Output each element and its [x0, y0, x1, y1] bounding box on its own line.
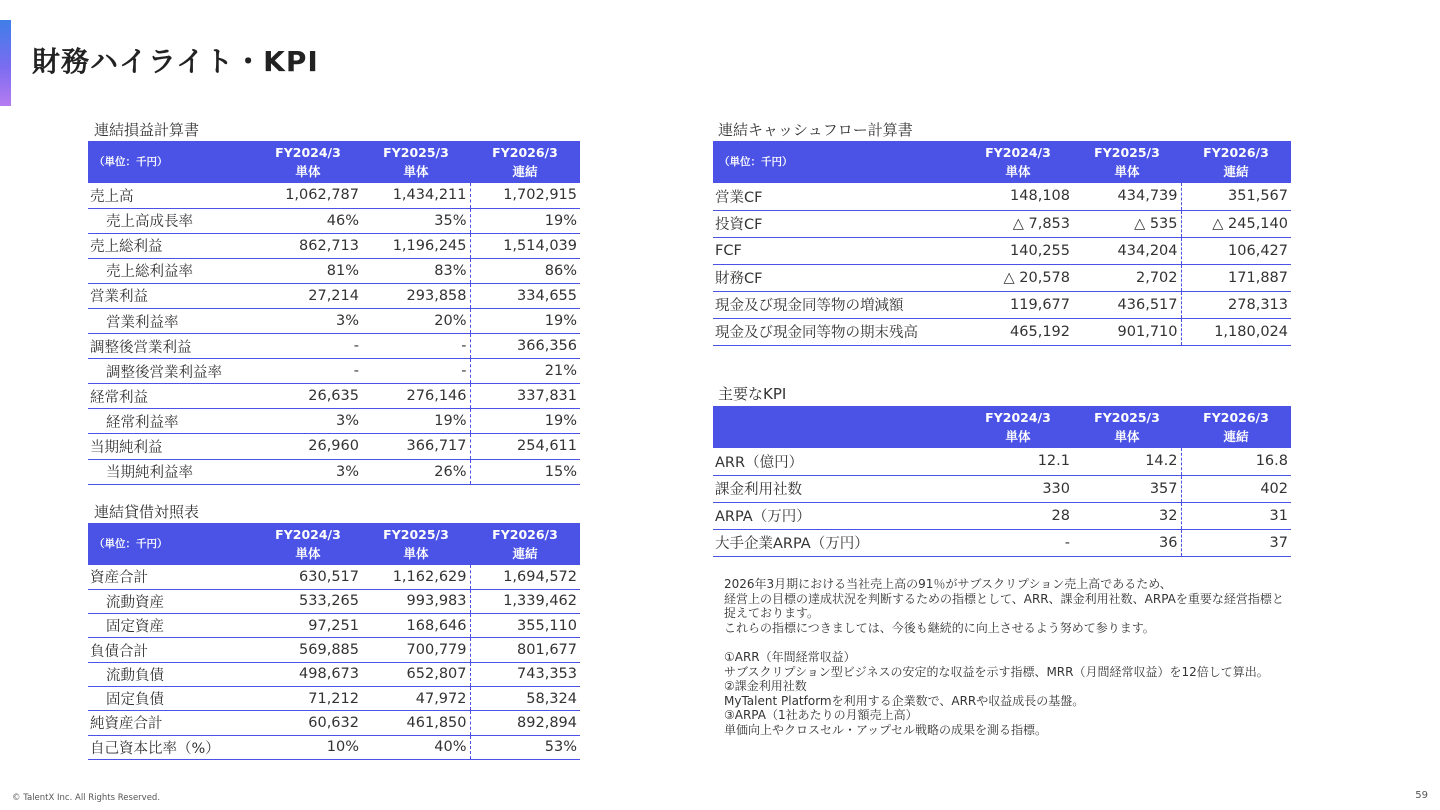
income-row-value: 1,434,211	[362, 183, 470, 208]
fiscal-year-label: FY2024/3	[275, 527, 341, 542]
entity-type-label: 単体	[1114, 164, 1140, 179]
fiscal-year-label: FY2024/3	[275, 145, 341, 160]
cashflow-row-value: 278,313	[1181, 291, 1291, 318]
table-row	[713, 318, 1291, 345]
fiscal-year-label: FY2026/3	[1203, 410, 1269, 425]
note-line: ①ARR（年間経常収益）	[724, 649, 856, 664]
table-header-row	[713, 141, 1291, 183]
income-row-value: 254,611	[470, 434, 580, 459]
column-header	[362, 523, 470, 565]
table-row	[713, 183, 1291, 210]
cashflow-row-value: △ 245,140	[1181, 210, 1291, 237]
column-header	[470, 141, 580, 183]
income-row-value: 83%	[362, 258, 470, 283]
income-row-label: 調整後営業利益	[88, 334, 254, 359]
table-row	[88, 258, 580, 283]
column-header	[1181, 406, 1291, 448]
note-line: MyTalent Platformを利用する企業数で、ARRや収益成長の基盤。	[724, 693, 1085, 708]
table-header-row	[88, 141, 580, 183]
table-row	[88, 459, 580, 484]
cashflow-statement-table	[713, 141, 1291, 346]
fiscal-year-label: FY2026/3	[492, 145, 558, 160]
note-line: ②課金利用社数	[724, 679, 807, 694]
page-number: 59	[1415, 790, 1428, 801]
cashflow-row-value: △ 7,853	[963, 210, 1073, 237]
kpi-row-value: 402	[1181, 475, 1291, 502]
kpi-title: 主要なKPI	[718, 385, 787, 403]
table-row	[713, 210, 1291, 237]
income-row-label: 営業利益率	[88, 308, 254, 333]
note-line: サブスクリプション型ビジネスの安定的な収益を示す指標、MRR（月間経常収益）を12倍して算出。	[724, 664, 1269, 679]
balance-row-value: 71,212	[254, 686, 362, 710]
balance-row-label: 自己資本比率（%）	[88, 735, 254, 759]
note-line: 経営上の目標の達成状況を判断するための指標として、ARR、課金利用社数、ARPAを重要な経営指標と	[724, 591, 1284, 606]
kpi-row-value: 12.1	[963, 448, 1073, 475]
income-row-value: 19%	[362, 409, 470, 434]
entity-type-label: 連結	[512, 546, 538, 561]
cashflow-statement-title: 連結キャッシュフロー計算書	[718, 121, 913, 139]
cashflow-row-label: 投資CF	[713, 210, 963, 237]
table-header-row	[88, 523, 580, 565]
title-accent-bar	[0, 20, 11, 106]
entity-type-label: 単体	[403, 546, 429, 561]
income-row-value: 86%	[470, 258, 580, 283]
entity-type-label: 単体	[295, 164, 321, 179]
income-row-value: 366,356	[470, 334, 580, 359]
fiscal-year-label: FY2025/3	[383, 527, 449, 542]
cashflow-row-value: 119,677	[963, 291, 1073, 318]
balance-row-value: 533,265	[254, 589, 362, 613]
balance-row-value: 355,110	[470, 614, 580, 638]
income-row-value: 337,831	[470, 384, 580, 409]
note-line: 捉えております。	[724, 606, 820, 621]
balance-row-value: 10%	[254, 735, 362, 759]
cashflow-row-value: △ 535	[1073, 210, 1181, 237]
copyright-footer: © TalentX Inc. All Rights Reserved.	[12, 793, 161, 803]
table-row	[88, 565, 580, 589]
balance-row-value: 1,694,572	[470, 565, 580, 589]
balance-row-label: 固定負債	[88, 686, 254, 710]
note-line: これらの指標につきましては、今後も継続的に向上させるよう努めて参ります。	[724, 620, 1155, 635]
balance-row-label: 固定資産	[88, 614, 254, 638]
cashflow-row-value: 465,192	[963, 318, 1073, 345]
income-row-value: 26,960	[254, 434, 362, 459]
income-row-value: 21%	[470, 359, 580, 384]
cashflow-row-value: △ 20,578	[963, 264, 1073, 291]
fiscal-year-label: FY2024/3	[985, 145, 1051, 160]
income-row-label: 経常利益率	[88, 409, 254, 434]
income-row-value: 3%	[254, 409, 362, 434]
cashflow-row-value: 106,427	[1181, 237, 1291, 264]
balance-row-label: 負債合計	[88, 638, 254, 662]
column-header	[1073, 141, 1181, 183]
cashflow-row-value: 2,702	[1073, 264, 1181, 291]
kpi-row-value: 28	[963, 502, 1073, 529]
kpi-row-value: 14.2	[1073, 448, 1181, 475]
kpi-row-label: ARR（億円）	[713, 448, 963, 475]
table-row	[713, 502, 1291, 529]
income-row-value: -	[362, 359, 470, 384]
income-row-value: 19%	[470, 409, 580, 434]
income-row-value: -	[254, 334, 362, 359]
table-row	[713, 237, 1291, 264]
income-row-value: 1,062,787	[254, 183, 362, 208]
income-row-label: 当期純利益	[88, 434, 254, 459]
kpi-notes	[724, 577, 1404, 738]
balance-row-value: 569,885	[254, 638, 362, 662]
income-row-label: 売上総利益	[88, 233, 254, 258]
income-row-value: 334,655	[470, 283, 580, 308]
cashflow-row-value: 436,517	[1073, 291, 1181, 318]
balance-row-value: 168,646	[362, 614, 470, 638]
balance-row-value: 40%	[362, 735, 470, 759]
kpi-row-value: 32	[1073, 502, 1181, 529]
balance-row-value: 461,850	[362, 711, 470, 735]
cashflow-row-value: 171,887	[1181, 264, 1291, 291]
income-row-value: -	[362, 334, 470, 359]
table-row	[713, 264, 1291, 291]
entity-type-label: 単体	[1005, 164, 1031, 179]
balance-row-value: 743,353	[470, 662, 580, 686]
cashflow-row-label: 現金及び現金同等物の期末残高	[713, 318, 963, 345]
column-header	[362, 141, 470, 183]
balance-row-value: 801,677	[470, 638, 580, 662]
fiscal-year-label: FY2025/3	[1094, 145, 1160, 160]
column-header	[1073, 406, 1181, 448]
kpi-row-value: 357	[1073, 475, 1181, 502]
table-row	[88, 735, 580, 759]
column-header	[254, 523, 362, 565]
balance-row-value: 97,251	[254, 614, 362, 638]
income-row-value: 35%	[362, 208, 470, 233]
table-row	[88, 359, 580, 384]
income-row-value: 3%	[254, 308, 362, 333]
table-row	[713, 475, 1291, 502]
kpi-table	[713, 406, 1291, 557]
income-row-value: 276,146	[362, 384, 470, 409]
entity-type-label: 単体	[1114, 429, 1140, 444]
cashflow-row-label: 営業CF	[713, 183, 963, 210]
income-row-value: 27,214	[254, 283, 362, 308]
income-statement-title: 連結損益計算書	[94, 121, 200, 139]
income-row-label: 調整後営業利益率	[88, 359, 254, 384]
balance-row-value: 60,632	[254, 711, 362, 735]
table-row	[713, 291, 1291, 318]
unit-label: （単位：千円）	[88, 523, 254, 565]
income-row-label: 売上高成長率	[88, 208, 254, 233]
table-row	[88, 283, 580, 308]
cashflow-row-label: 財務CF	[713, 264, 963, 291]
income-row-label: 営業利益	[88, 283, 254, 308]
income-row-label: 経常利益	[88, 384, 254, 409]
table-row	[88, 686, 580, 710]
income-row-value: 15%	[470, 459, 580, 484]
table-row	[713, 448, 1291, 475]
kpi-row-label: 課金利用社数	[713, 475, 963, 502]
income-row-value: 1,514,039	[470, 233, 580, 258]
note-line: 2026年3月期における当社売上高の91％がサブスクリプション売上高であるため、	[724, 577, 1172, 591]
cashflow-row-value: 434,739	[1073, 183, 1181, 210]
kpi-row-value: 16.8	[1181, 448, 1291, 475]
balance-sheet-table	[88, 523, 580, 760]
balance-row-value: 993,983	[362, 589, 470, 613]
kpi-row-value: 36	[1073, 529, 1181, 556]
fiscal-year-label: FY2026/3	[492, 527, 558, 542]
table-row	[713, 529, 1291, 556]
page-title: 財務ハイライト・KPI	[32, 45, 319, 78]
table-row	[88, 183, 580, 208]
table-row	[88, 409, 580, 434]
balance-row-value: 892,894	[470, 711, 580, 735]
income-row-value: 366,717	[362, 434, 470, 459]
kpi-row-value: 37	[1181, 529, 1291, 556]
income-row-value: 1,196,245	[362, 233, 470, 258]
entity-type-label: 単体	[295, 546, 321, 561]
fiscal-year-label: FY2025/3	[383, 145, 449, 160]
table-row	[88, 614, 580, 638]
note-line: 単価向上やクロスセル・アップセル戦略の成果を測る指標。	[724, 722, 1048, 737]
balance-row-label: 流動負債	[88, 662, 254, 686]
table-header-row	[713, 406, 1291, 448]
table-row	[88, 434, 580, 459]
entity-type-label: 連結	[1223, 429, 1249, 444]
cashflow-row-value: 351,567	[1181, 183, 1291, 210]
column-header	[963, 141, 1073, 183]
income-row-label: 売上高	[88, 183, 254, 208]
income-row-value: 46%	[254, 208, 362, 233]
table-row	[88, 334, 580, 359]
balance-row-value: 498,673	[254, 662, 362, 686]
table-row	[88, 662, 580, 686]
unit-label	[713, 406, 963, 448]
cashflow-row-value: 140,255	[963, 237, 1073, 264]
entity-type-label: 単体	[403, 164, 429, 179]
income-row-value: 26,635	[254, 384, 362, 409]
table-row	[88, 208, 580, 233]
kpi-row-value: -	[963, 529, 1073, 556]
income-row-value: 1,702,915	[470, 183, 580, 208]
table-row	[88, 233, 580, 258]
note-line: ③ARPA（1社あたりの月額売上高）	[724, 708, 918, 723]
kpi-row-value: 31	[1181, 502, 1291, 529]
balance-row-value: 47,972	[362, 686, 470, 710]
column-header	[963, 406, 1073, 448]
entity-type-label: 連結	[512, 164, 538, 179]
kpi-row-label: ARPA（万円）	[713, 502, 963, 529]
cashflow-row-value: 148,108	[963, 183, 1073, 210]
table-row	[88, 711, 580, 735]
column-header	[254, 141, 362, 183]
table-row	[88, 638, 580, 662]
fiscal-year-label: FY2024/3	[985, 410, 1051, 425]
cashflow-row-value: 434,204	[1073, 237, 1181, 264]
cashflow-row-value: 1,180,024	[1181, 318, 1291, 345]
table-row	[88, 589, 580, 613]
balance-row-value: 652,807	[362, 662, 470, 686]
table-row	[88, 384, 580, 409]
balance-row-value: 1,162,629	[362, 565, 470, 589]
income-row-value: 26%	[362, 459, 470, 484]
income-row-value: 862,713	[254, 233, 362, 258]
income-row-value: 19%	[470, 208, 580, 233]
unit-label: （単位：千円）	[713, 141, 963, 183]
income-row-value: 20%	[362, 308, 470, 333]
balance-row-label: 資産合計	[88, 565, 254, 589]
cashflow-row-label: 現金及び現金同等物の増減額	[713, 291, 963, 318]
income-row-value: 3%	[254, 459, 362, 484]
fiscal-year-label: FY2025/3	[1094, 410, 1160, 425]
balance-row-value: 1,339,462	[470, 589, 580, 613]
kpi-row-value: 330	[963, 475, 1073, 502]
balance-row-value: 700,779	[362, 638, 470, 662]
kpi-row-label: 大手企業ARPA（万円）	[713, 529, 963, 556]
balance-row-value: 58,324	[470, 686, 580, 710]
unit-label: （単位：千円）	[88, 141, 254, 183]
income-row-value: 81%	[254, 258, 362, 283]
income-row-label: 当期純利益率	[88, 459, 254, 484]
income-row-value: 293,858	[362, 283, 470, 308]
entity-type-label: 単体	[1005, 429, 1031, 444]
income-row-value: -	[254, 359, 362, 384]
balance-sheet-title: 連結貸借対照表	[94, 503, 200, 521]
income-row-value: 19%	[470, 308, 580, 333]
fiscal-year-label: FY2026/3	[1203, 145, 1269, 160]
column-header	[470, 523, 580, 565]
balance-row-label: 流動資産	[88, 589, 254, 613]
balance-row-value: 630,517	[254, 565, 362, 589]
balance-row-label: 純資産合計	[88, 711, 254, 735]
entity-type-label: 連結	[1223, 164, 1249, 179]
cashflow-row-value: 901,710	[1073, 318, 1181, 345]
income-row-label: 売上総利益率	[88, 258, 254, 283]
column-header	[1181, 141, 1291, 183]
income-statement-table	[88, 141, 580, 485]
cashflow-row-label: FCF	[713, 237, 963, 264]
table-row	[88, 308, 580, 333]
balance-row-value: 53%	[470, 735, 580, 759]
